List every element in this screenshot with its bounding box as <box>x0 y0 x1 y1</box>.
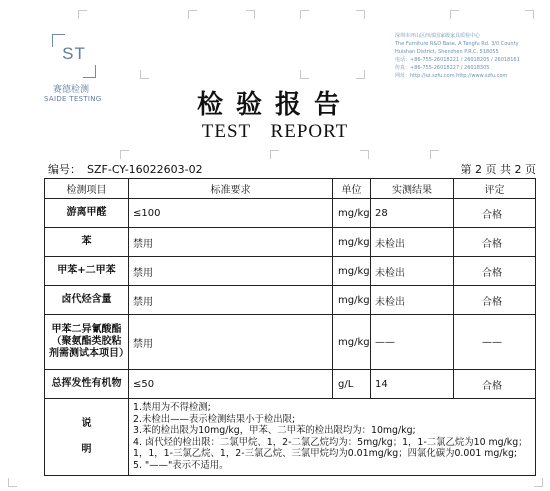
cell-standard: 禁用 <box>129 228 333 257</box>
notes-label-char: 明 <box>81 443 92 455</box>
cell-standard: 禁用 <box>129 315 333 370</box>
table-row <box>45 228 536 257</box>
logo-letters: ST <box>62 44 86 63</box>
cell-result: 14 <box>371 370 454 399</box>
corner-mark <box>246 10 255 19</box>
notes-row <box>45 399 536 476</box>
cell-item: 苯 <box>45 228 129 257</box>
company-line: 深圳市坪山区西部国家级家具质检中心 <box>395 33 481 39</box>
note-line: 3.苯的检出限为10mg/kg，甲苯、二甲苯的检出限均为：10mg/kg; <box>133 425 416 437</box>
company-line: 网址：http://sz.szfu.com http://www.szfu.com <box>395 73 508 79</box>
corner-mark <box>534 478 543 487</box>
cell-item: 甲苯二异氰酸酯（聚氨酯类胶粘剂需测试本项目） <box>45 315 129 370</box>
corner-mark <box>300 70 309 79</box>
table-row <box>45 315 536 370</box>
cell-evaluation: 合格 <box>454 370 536 399</box>
note-line: 1.禁用为不得检测; <box>133 402 211 413</box>
company-line: The Furniture R&D Base, A Tangfu Rd. 3/0 County <box>395 41 519 47</box>
cell-standard: 禁用 <box>129 257 333 286</box>
cell-evaluation: 合格 <box>454 257 536 286</box>
note-line: 5. "——"表示不适用。 <box>133 459 229 471</box>
notes-content <box>129 399 536 476</box>
cell-standard: ≤100 <box>129 199 333 228</box>
corner-mark <box>356 70 365 79</box>
cell-result: 未检出 <box>371 257 454 286</box>
cell-item: 甲苯+二甲苯 <box>45 257 129 286</box>
corner-mark <box>8 478 17 487</box>
notes-label <box>45 399 129 476</box>
cell-item: 卤代烃含量 <box>45 286 129 315</box>
table-row <box>45 286 536 315</box>
header-result: 实测结果 <box>371 179 454 199</box>
cell-unit: mg/kg <box>333 257 371 286</box>
cell-item: 游离甲醛 <box>45 199 129 228</box>
cell-unit: mg/kg <box>333 199 371 228</box>
cell-item: 总挥发性有机物 <box>45 370 129 399</box>
cell-unit: mg/kg <box>333 286 371 315</box>
cell-evaluation: —— <box>454 315 536 370</box>
company-line: 传真：+86-755-26018227 / 26018305 <box>395 65 490 71</box>
table-row <box>45 257 536 286</box>
cell-standard: 禁用 <box>129 286 333 315</box>
corner-mark <box>450 10 459 19</box>
cell-evaluation: 合格 <box>454 228 536 257</box>
corner-mark <box>360 150 369 159</box>
corner-mark <box>300 10 309 19</box>
results-table <box>44 178 536 476</box>
company-line: 电话：+86-755-26018221 / 26018205 / 26018161 <box>395 57 520 63</box>
corner-mark <box>140 70 149 79</box>
cell-unit: g/L <box>333 370 371 399</box>
header-standard: 标准要求 <box>129 179 333 199</box>
cell-standard: ≤50 <box>129 370 333 399</box>
cell-unit: mg/kg <box>333 228 371 257</box>
cell-evaluation: 合格 <box>454 286 536 315</box>
corner-mark <box>188 10 197 19</box>
corner-mark <box>270 150 279 159</box>
table-row <box>45 199 536 228</box>
logo-name-en: SAIDE TESTING <box>44 95 102 103</box>
company-info <box>395 32 535 80</box>
corner-mark <box>525 10 534 19</box>
table-row <box>45 370 536 399</box>
company-line: Huishan District, Shenzhen P.R.C. 518055 <box>395 49 499 55</box>
corner-mark <box>356 10 365 19</box>
header-evaluation: 评定 <box>454 179 536 199</box>
cell-result: —— <box>371 315 454 370</box>
note-line: 4. 卤代烃的检出限：二氯甲烷、1，2-二氯乙烷均为：5mg/kg；1，1-二氯乙烷为10 mg/kg；1，1，1-三氯乙烷、1，2-三氯乙烷、三氯甲烷均为0.01mg/kg；四氯化碳为0.001 mg/kg; <box>133 436 528 460</box>
notes-label-char: 说 <box>81 417 92 429</box>
header-item: 检测项目 <box>45 179 129 199</box>
report-title-en: TEST REPORT <box>201 121 349 142</box>
page-indicator: 第 2 页 共 2 页 <box>460 163 536 176</box>
table-header-row <box>45 179 536 199</box>
report-number-value: SZF-CY-16022603-02 <box>87 163 203 176</box>
corner-mark <box>430 150 439 159</box>
cell-result: 未检出 <box>371 286 454 315</box>
note-line: 2.未检出——表示检测结果小于检出限; <box>133 413 296 425</box>
cell-unit: mg/kg <box>333 315 371 370</box>
logo-name-cn: 赛德检测 <box>53 85 90 95</box>
cell-result: 28 <box>371 199 454 228</box>
corner-mark <box>78 10 87 19</box>
corner-mark <box>120 150 129 159</box>
logo-mark <box>52 34 96 78</box>
cell-evaluation: 合格 <box>454 199 536 228</box>
cell-result: 未检出 <box>371 228 454 257</box>
report-number-label: 编号： <box>48 163 81 176</box>
report-number <box>48 161 203 177</box>
header-unit: 单位 <box>333 179 371 199</box>
report-title-cn: 检验报告 <box>196 90 353 120</box>
